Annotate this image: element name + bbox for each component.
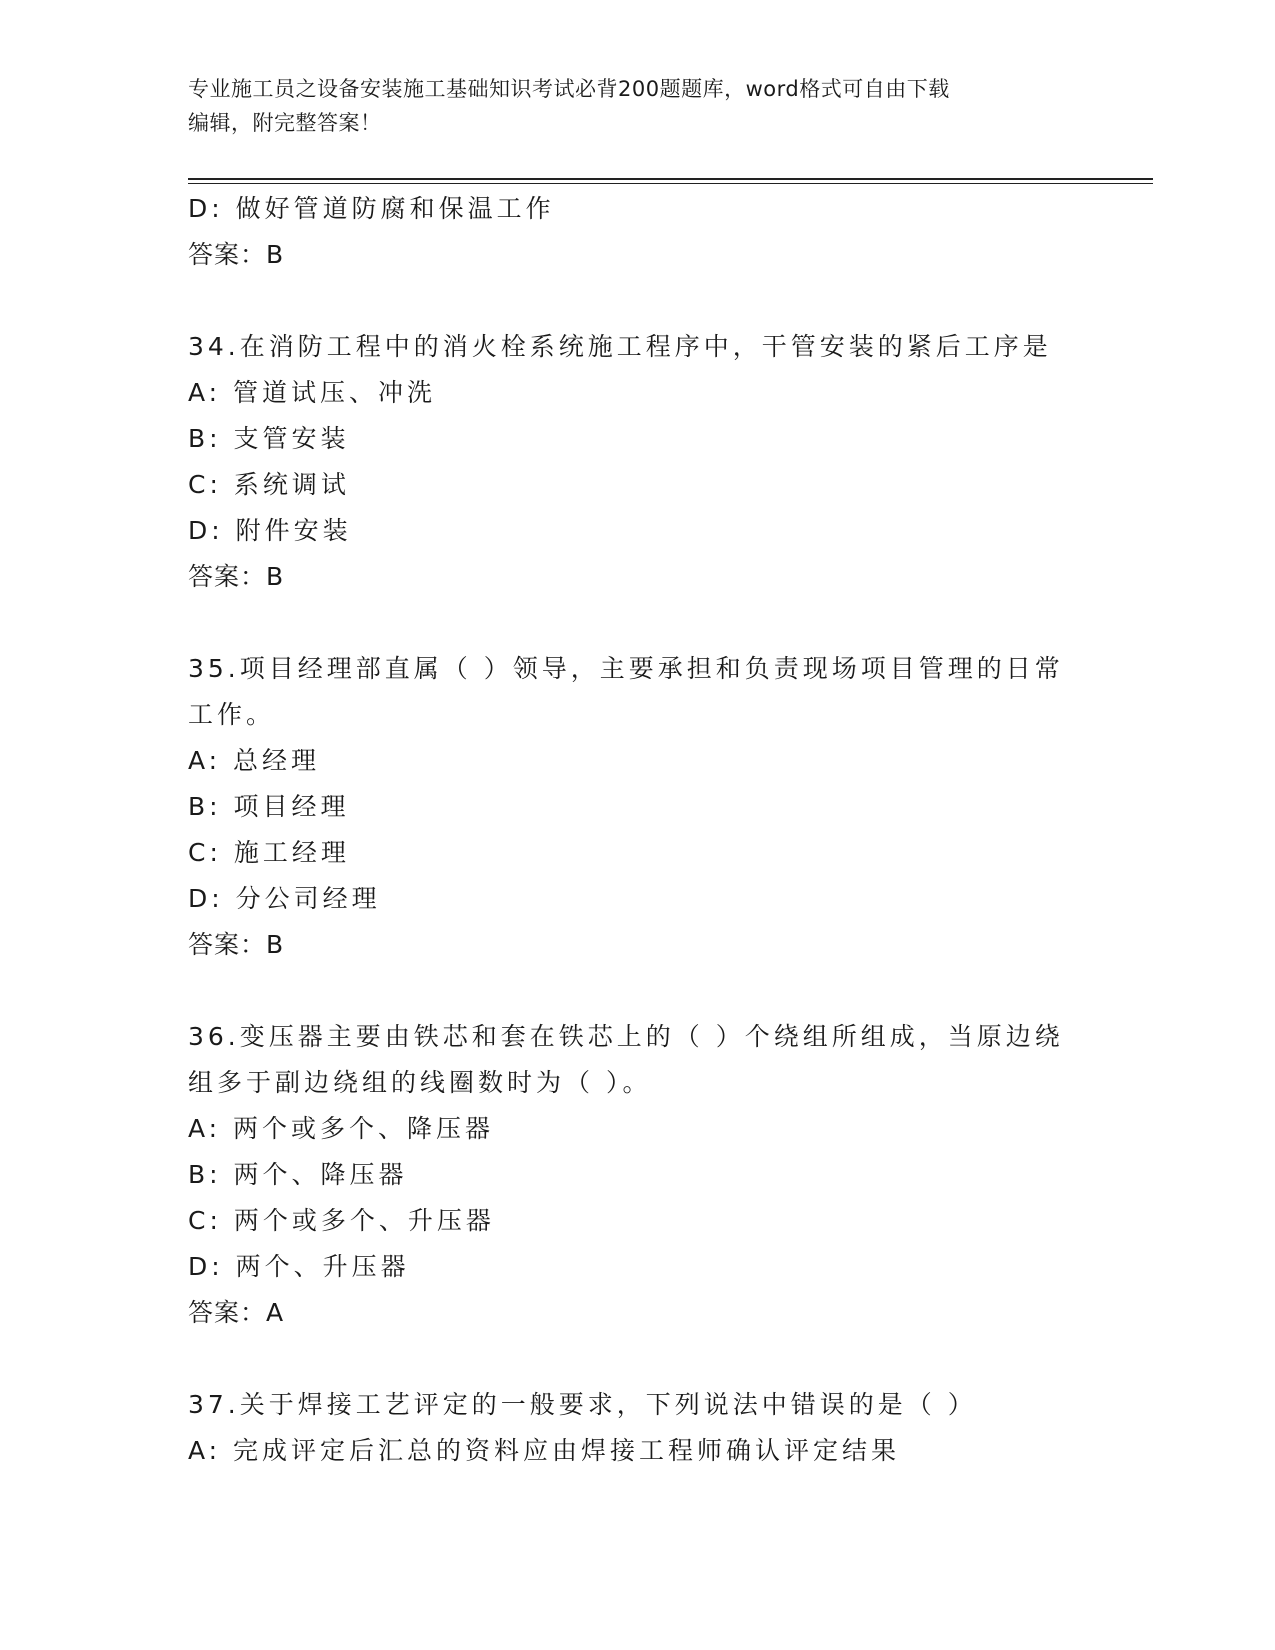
option-c: C: 两个或多个、升压器 — [188, 1206, 495, 1235]
question-stem-line-1: 36.变压器主要由铁芯和套在铁芯上的（ ）个绕组所组成，当原边绕 — [188, 1022, 1064, 1051]
question-list — [188, 186, 1068, 1474]
header-divider-thin — [188, 183, 1153, 184]
option-c: C: 施工经理 — [188, 838, 350, 867]
option-d: D: 做好管道防腐和保温工作 — [188, 194, 555, 223]
answer-line: 答案：B — [188, 930, 285, 959]
header-divider-thick — [188, 178, 1153, 180]
question-35 — [188, 646, 1068, 968]
answer-line: 答案：B — [188, 562, 285, 591]
option-b: B: 支管安装 — [188, 424, 350, 453]
answer-line: 答案：A — [188, 1298, 285, 1327]
header-line-2: 编辑，附完整答案！ — [188, 111, 382, 135]
document-header — [188, 72, 1088, 140]
question-stem-line-1: 35.项目经理部直属（ ）领导，主要承担和负责现场项目管理的日常 — [188, 654, 1064, 683]
question-fragment — [188, 186, 1068, 278]
option-a: A: 完成评定后汇总的资料应由焊接工程师确认评定结果 — [188, 1436, 901, 1465]
option-a: A: 管道试压、冲洗 — [188, 378, 437, 407]
question-34 — [188, 324, 1068, 600]
option-d: D: 附件安装 — [188, 516, 352, 545]
option-d: D: 分公司经理 — [188, 884, 381, 913]
option-b: B: 两个、降压器 — [188, 1160, 408, 1189]
option-c: C: 系统调试 — [188, 470, 350, 499]
question-stem-line-2: 工作。 — [188, 700, 276, 729]
answer-line: 答案：B — [188, 240, 285, 269]
question-stem: 34.在消防工程中的消火栓系统施工程序中，干管安装的紧后工序是 — [188, 332, 1052, 361]
question-36 — [188, 1014, 1068, 1336]
header-line-1: 专业施工员之设备安装施工基础知识考试必背200题题库，word格式可自由下载 — [188, 77, 950, 101]
question-stem-line-2: 组多于副边绕组的线圈数时为（ ）。 — [188, 1068, 652, 1097]
question-37 — [188, 1382, 1068, 1474]
question-stem: 37.关于焊接工艺评定的一般要求，下列说法中错误的是（ ） — [188, 1390, 977, 1419]
option-a: A: 两个或多个、降压器 — [188, 1114, 495, 1143]
option-a: A: 总经理 — [188, 746, 321, 775]
option-b: B: 项目经理 — [188, 792, 350, 821]
option-d: D: 两个、升压器 — [188, 1252, 410, 1281]
